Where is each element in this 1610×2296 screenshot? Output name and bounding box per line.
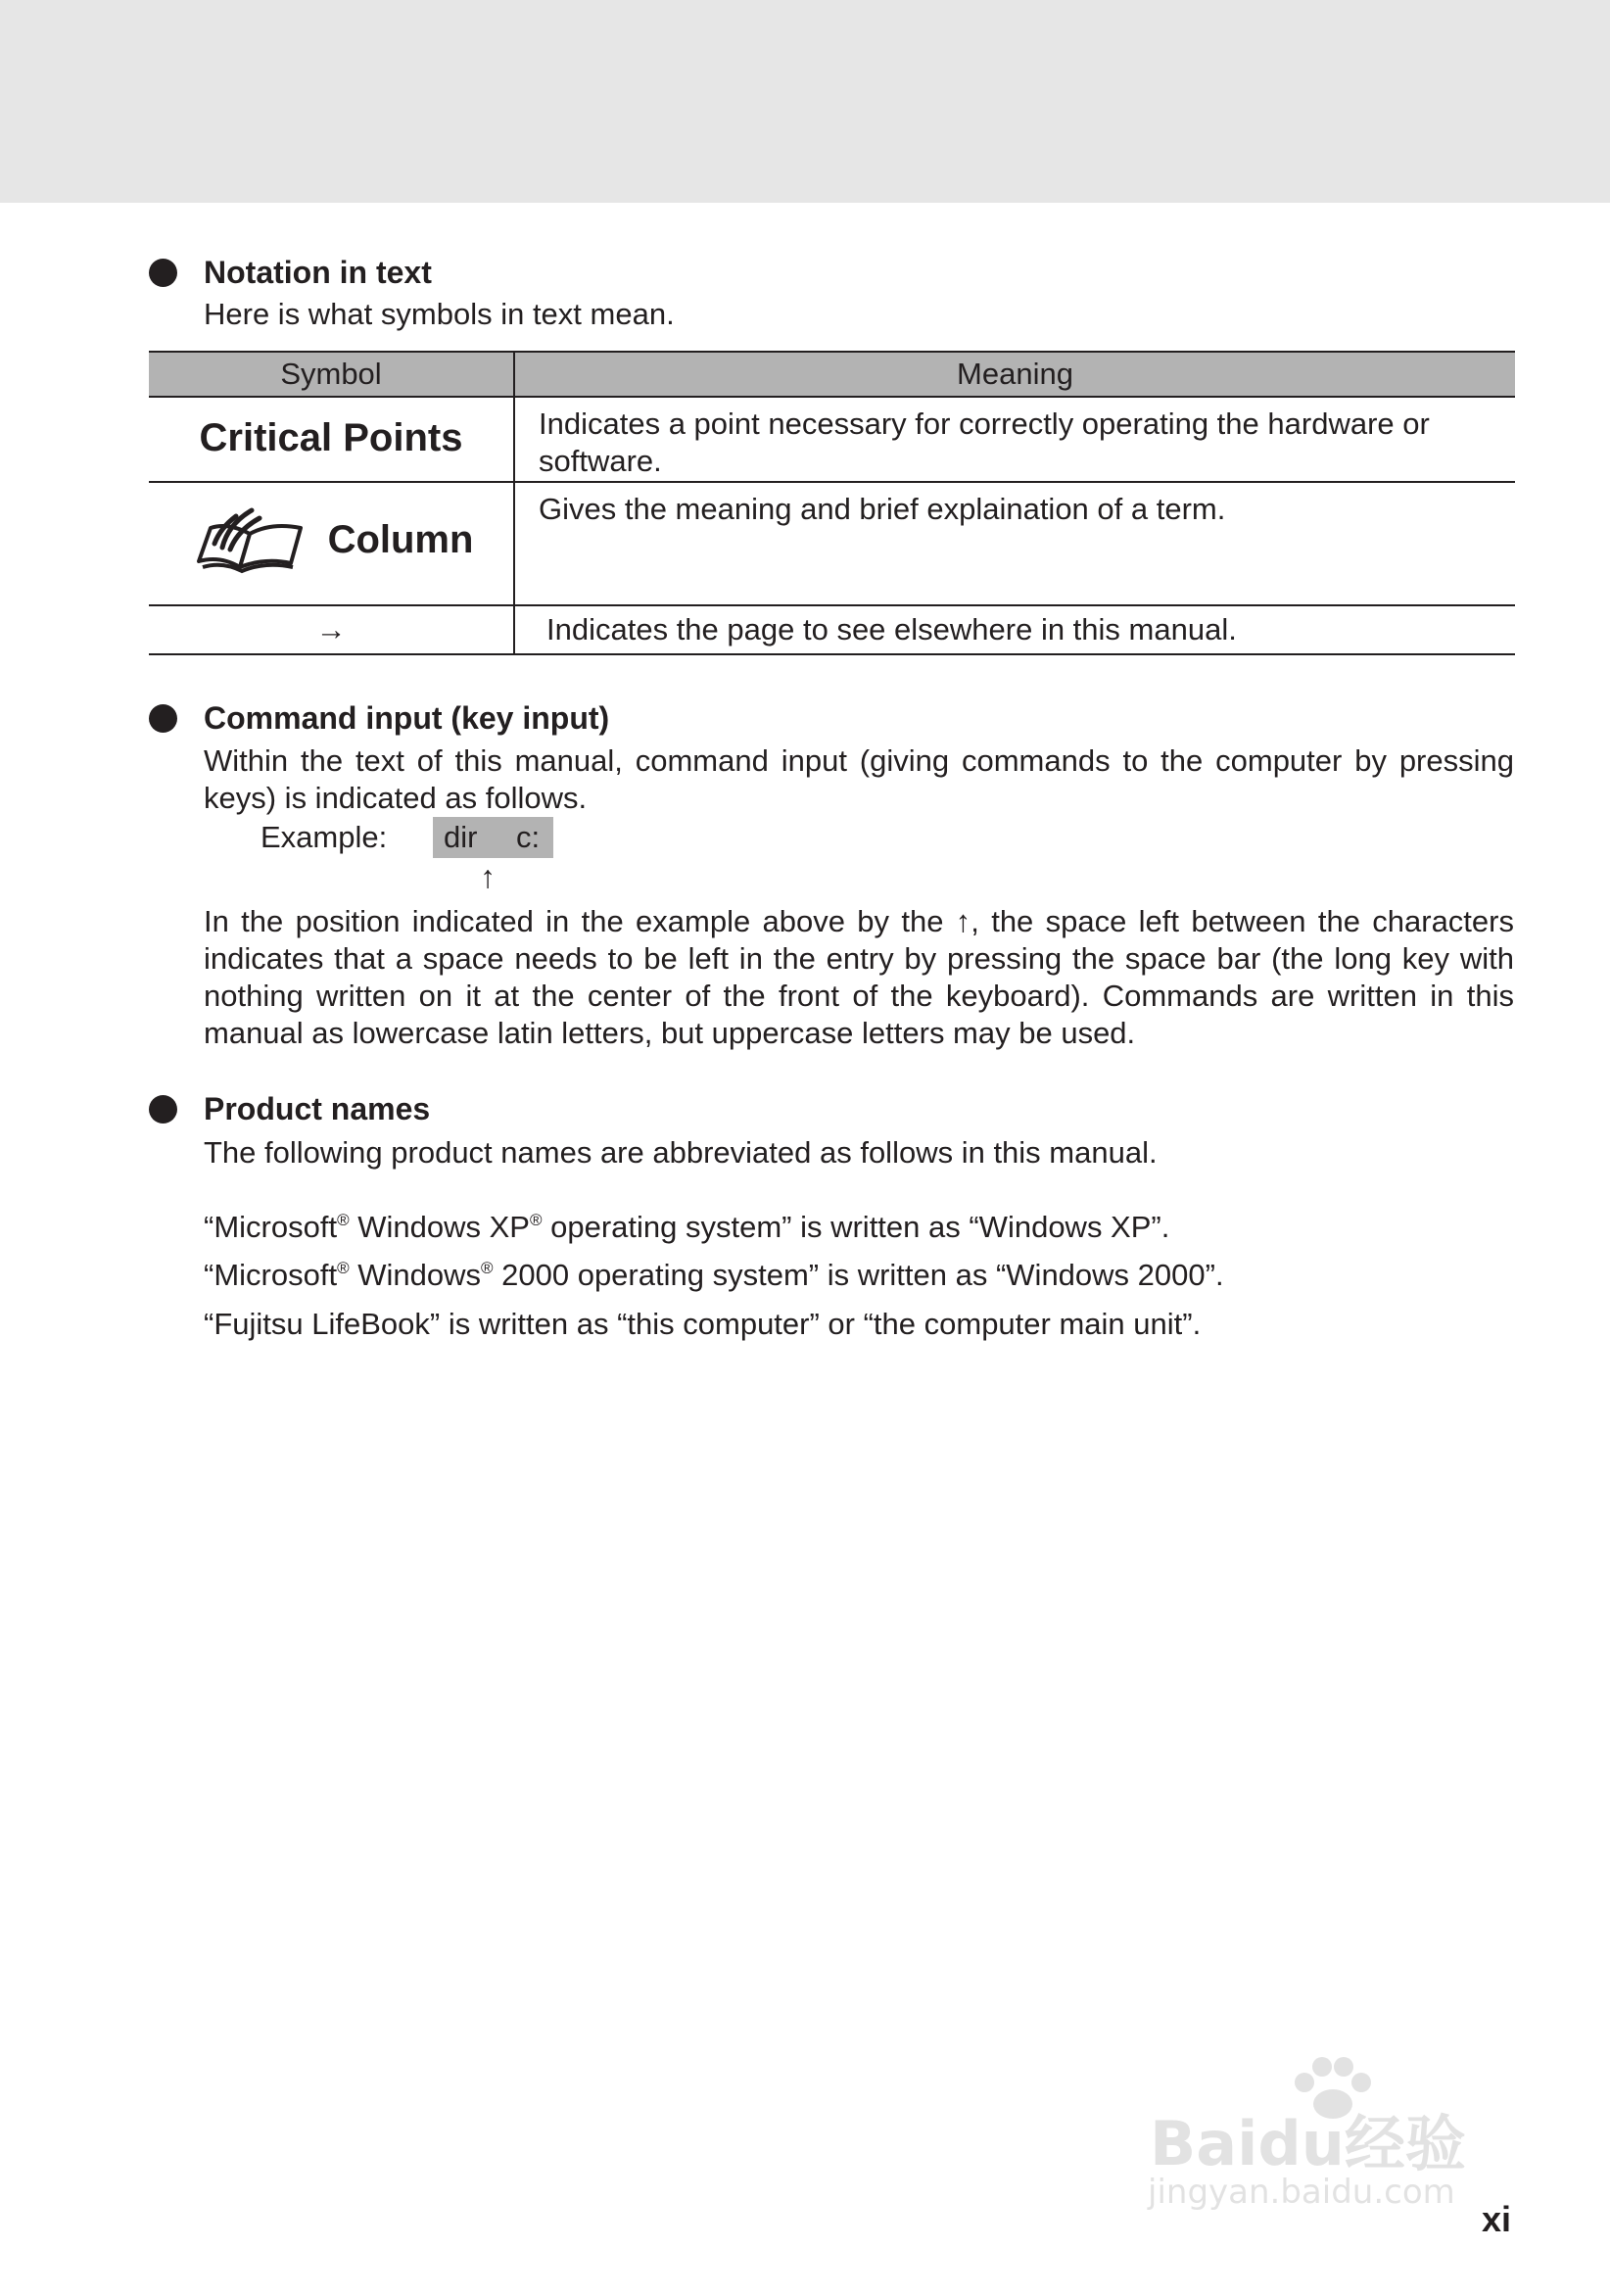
column-label: Column [327,517,474,561]
baidu-watermark [1136,2053,1528,2210]
meaning-cell: Gives the meaning and brief explaination of a term. [514,482,1515,605]
section-heading-products: Product names [204,1091,431,1126]
command-example-dir: dir [444,820,478,854]
bullet-icon [149,704,177,733]
arrow-symbol-cell: → [149,605,514,654]
header-band [0,0,1610,203]
bullet-icon [149,1095,177,1124]
table-row [149,397,1515,482]
table-row [149,605,1515,654]
space-indicator-arrow: ↑ [480,859,496,894]
symbol-cell [149,397,514,482]
open-book-icon [189,504,314,575]
products-intro: The following product names are abbreviated as follows in this manual. [204,1135,1158,1170]
table-header-row [149,352,1515,397]
product-line-windows-2000: “Microsoft® Windows® 2000 operating system” is written as “Windows 2000”. [204,1258,1224,1292]
header-meaning: Meaning [514,352,1515,397]
command-explanation: In the position indicated in the example above by the ↑, the space left between the characters indicates that a space needs to be left in the entry by pressing the space bar (the long key with nothing written on it at the center of the front of the keyboard). Commands are written in this manual as lowercase latin letters, but uppercase letters may be used. [204,904,1514,1050]
notation-intro: Here is what symbols in text mean. [204,297,675,331]
meaning-cell: Indicates the page to see elsewhere in this manual. [514,605,1515,654]
page-number: xi [1482,2199,1512,2239]
example-label: Example: [260,820,388,854]
command-example-drive: c: [516,820,541,854]
symbol-cell [149,482,514,605]
section-heading-command: Command input (key input) [204,700,610,736]
critical-points-symbol: Critical Points [199,416,463,459]
table-row [149,482,1515,605]
column-symbol [189,504,474,575]
symbol-table [149,351,1515,655]
bullet-icon [149,259,177,287]
product-line-windows-xp: “Microsoft® Windows XP® operating system” is written as “Windows XP”. [204,1210,1170,1244]
meaning-cell: Indicates a point necessary for correctly operating the hardware or software. [514,397,1515,482]
command-intro: Within the text of this manual, command input (giving commands to the computer by pressing keys) is indicated as follows. [204,743,1514,815]
watermark-url: jingyan.baidu.com [1148,2173,1455,2212]
section-heading-notation: Notation in text [204,255,432,290]
header-symbol: Symbol [149,352,514,397]
watermark-brand: Baidu经验 [1150,2108,1466,2179]
product-line-lifebook: “Fujitsu LifeBook” is written as “this computer” or “the computer main unit”. [204,1307,1202,1341]
